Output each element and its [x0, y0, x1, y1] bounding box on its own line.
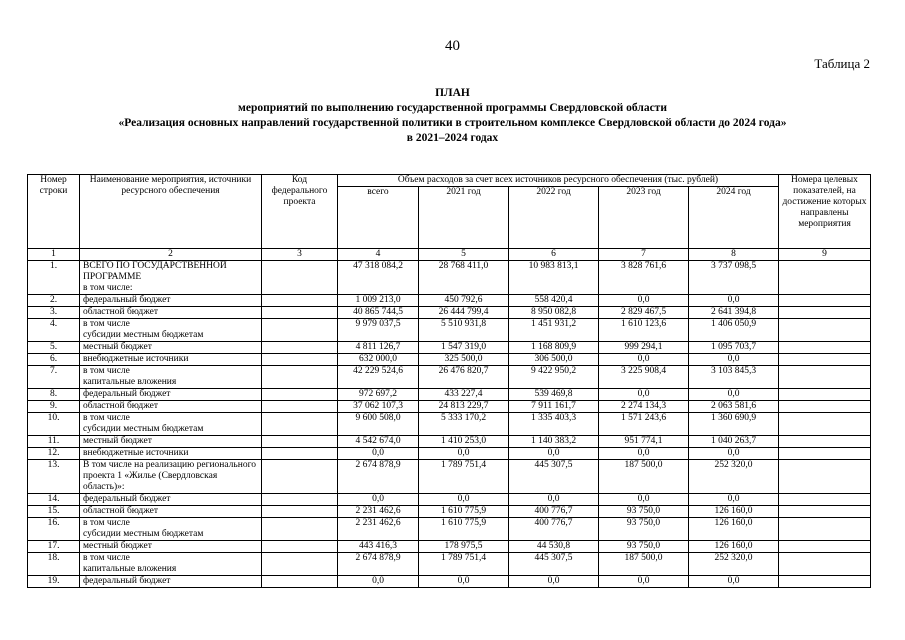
row-number-cell: 3.: [28, 307, 80, 319]
total-cell: 9 600 508,0: [338, 413, 419, 436]
value-2024-cell: 0,0: [689, 354, 779, 366]
federal-code-cell: [262, 295, 338, 307]
value-2023-cell: 0,0: [599, 295, 689, 307]
row-number-cell: 7.: [28, 366, 80, 389]
total-cell: 40 865 744,5: [338, 307, 419, 319]
table-row: [28, 541, 871, 553]
value-2023-cell: 1 571 243,6: [599, 413, 689, 436]
header-row-number: Номер строки: [28, 175, 80, 249]
total-cell: 443 416,3: [338, 541, 419, 553]
row-number-cell: 8.: [28, 389, 80, 401]
row-name-cell: федеральный бюджет: [80, 295, 262, 307]
row-number-cell: 1.: [28, 261, 80, 295]
value-2021-cell: 433 227,4: [419, 389, 509, 401]
header-total: всего: [338, 187, 419, 249]
targets-cell: [779, 576, 871, 588]
row-name-cell: местный бюджет: [80, 342, 262, 354]
targets-cell: [779, 366, 871, 389]
value-2022-cell: 1 168 809,9: [509, 342, 599, 354]
table-row: [28, 354, 871, 366]
value-2024-cell: 126 160,0: [689, 518, 779, 541]
value-2021-cell: 24 813 229,7: [419, 401, 509, 413]
header-2024: 2024 год: [689, 187, 779, 249]
federal-code-cell: [262, 541, 338, 553]
total-cell: 0,0: [338, 576, 419, 588]
value-2023-cell: 93 750,0: [599, 541, 689, 553]
value-2022-cell: 1 335 403,3: [509, 413, 599, 436]
federal-code-cell: [262, 494, 338, 506]
total-cell: 2 674 878,9: [338, 460, 419, 494]
column-index: 3: [262, 249, 338, 261]
targets-cell: [779, 436, 871, 448]
value-2021-cell: 5 333 170,2: [419, 413, 509, 436]
value-2021-cell: 28 768 411,0: [419, 261, 509, 295]
column-index: 5: [419, 249, 509, 261]
value-2023-cell: 187 500,0: [599, 553, 689, 576]
value-2023-cell: 0,0: [599, 448, 689, 460]
federal-code-cell: [262, 506, 338, 518]
value-2023-cell: 0,0: [599, 576, 689, 588]
value-2023-cell: 93 750,0: [599, 518, 689, 541]
row-name-cell: В том числе на реализацию регионального проекта 1 «Жилье (Свердловская область)»:: [80, 460, 262, 494]
value-2024-cell: 0,0: [689, 448, 779, 460]
value-2021-cell: 26 476 820,7: [419, 366, 509, 389]
row-name-cell: областной бюджет: [80, 307, 262, 319]
row-name-cell: внебюджетные источники: [80, 354, 262, 366]
row-number-cell: 16.: [28, 518, 80, 541]
row-name-cell: местный бюджет: [80, 436, 262, 448]
plan-table-body: [28, 261, 871, 588]
total-cell: 972 697,2: [338, 389, 419, 401]
row-number-cell: 11.: [28, 436, 80, 448]
value-2022-cell: 558 420,4: [509, 295, 599, 307]
table-row: [28, 366, 871, 389]
total-cell: 4 811 126,7: [338, 342, 419, 354]
row-name-cell: в том числе капитальные вложения: [80, 553, 262, 576]
value-2021-cell: 178 975,5: [419, 541, 509, 553]
header-federal-code: Код федерального проекта: [262, 175, 338, 249]
header-2023: 2023 год: [599, 187, 689, 249]
table-row: [28, 576, 871, 588]
federal-code-cell: [262, 436, 338, 448]
row-number-cell: 12.: [28, 448, 80, 460]
table-row: [28, 494, 871, 506]
total-cell: 1 009 213,0: [338, 295, 419, 307]
federal-code-cell: [262, 518, 338, 541]
targets-cell: [779, 389, 871, 401]
federal-code-cell: [262, 366, 338, 389]
column-index: 1: [28, 249, 80, 261]
value-2021-cell: 1 410 253,0: [419, 436, 509, 448]
total-cell: 47 318 084,2: [338, 261, 419, 295]
targets-cell: [779, 307, 871, 319]
federal-code-cell: [262, 576, 338, 588]
row-name-cell: в том числе субсидии местным бюджетам: [80, 319, 262, 342]
targets-cell: [779, 261, 871, 295]
row-number-cell: 18.: [28, 553, 80, 576]
row-name-cell: федеральный бюджет: [80, 494, 262, 506]
row-name-cell: внебюджетные источники: [80, 448, 262, 460]
value-2021-cell: 0,0: [419, 448, 509, 460]
value-2021-cell: 26 444 799,4: [419, 307, 509, 319]
title-line: «Реализация основных направлений государственной политики в строительном комплексе Свердловской области до 2024 года»: [118, 117, 787, 129]
value-2021-cell: 1 547 319,0: [419, 342, 509, 354]
targets-cell: [779, 506, 871, 518]
value-2024-cell: 252 320,0: [689, 553, 779, 576]
table-row: [28, 436, 871, 448]
column-index: 9: [779, 249, 871, 261]
value-2023-cell: 951 774,1: [599, 436, 689, 448]
row-number-cell: 2.: [28, 295, 80, 307]
value-2022-cell: 400 776,7: [509, 518, 599, 541]
value-2023-cell: 3 225 908,4: [599, 366, 689, 389]
value-2024-cell: 0,0: [689, 576, 779, 588]
value-2021-cell: 1 789 751,4: [419, 553, 509, 576]
table-label: Таблица 2: [814, 56, 870, 71]
value-2023-cell: 999 294,1: [599, 342, 689, 354]
value-2022-cell: 0,0: [509, 494, 599, 506]
total-cell: 2 231 462,6: [338, 506, 419, 518]
row-name-cell: федеральный бюджет: [80, 389, 262, 401]
targets-cell: [779, 295, 871, 307]
value-2022-cell: 400 776,7: [509, 506, 599, 518]
value-2024-cell: 1 360 690,9: [689, 413, 779, 436]
targets-cell: [779, 401, 871, 413]
value-2024-cell: 2 063 581,6: [689, 401, 779, 413]
value-2022-cell: 1 140 383,2: [509, 436, 599, 448]
row-number-cell: 5.: [28, 342, 80, 354]
total-cell: 9 979 037,5: [338, 319, 419, 342]
value-2023-cell: 0,0: [599, 389, 689, 401]
value-2023-cell: 187 500,0: [599, 460, 689, 494]
value-2022-cell: 0,0: [509, 576, 599, 588]
federal-code-cell: [262, 389, 338, 401]
value-2024-cell: 1 406 050,9: [689, 319, 779, 342]
row-number-cell: 17.: [28, 541, 80, 553]
table-row: [28, 307, 871, 319]
column-index: 8: [689, 249, 779, 261]
value-2023-cell: 1 610 123,6: [599, 319, 689, 342]
page-number: 40: [445, 38, 460, 54]
table-row: [28, 342, 871, 354]
table-row: [28, 261, 871, 295]
targets-cell: [779, 448, 871, 460]
total-cell: 0,0: [338, 448, 419, 460]
row-number-cell: 9.: [28, 401, 80, 413]
total-cell: 42 229 524,6: [338, 366, 419, 389]
table-row: [28, 460, 871, 494]
value-2021-cell: 325 500,0: [419, 354, 509, 366]
title-line: ПЛАН: [435, 87, 470, 99]
column-index: 4: [338, 249, 419, 261]
row-name-cell: областной бюджет: [80, 401, 262, 413]
targets-cell: [779, 460, 871, 494]
value-2022-cell: 445 307,5: [509, 460, 599, 494]
value-2021-cell: 1 789 751,4: [419, 460, 509, 494]
value-2022-cell: 44 530,8: [509, 541, 599, 553]
value-2021-cell: 450 792,6: [419, 295, 509, 307]
total-cell: 2 231 462,6: [338, 518, 419, 541]
row-name-cell: местный бюджет: [80, 541, 262, 553]
title-line: в 2021–2024 годах: [406, 132, 499, 144]
federal-code-cell: [262, 401, 338, 413]
value-2023-cell: 0,0: [599, 354, 689, 366]
federal-code-cell: [262, 319, 338, 342]
value-2022-cell: 1 451 931,2: [509, 319, 599, 342]
value-2022-cell: 9 422 950,2: [509, 366, 599, 389]
value-2024-cell: 1 040 263,7: [689, 436, 779, 448]
value-2022-cell: 8 950 082,8: [509, 307, 599, 319]
row-name-cell: в том числе субсидии местным бюджетам: [80, 518, 262, 541]
targets-cell: [779, 319, 871, 342]
row-number-cell: 4.: [28, 319, 80, 342]
value-2021-cell: 0,0: [419, 494, 509, 506]
total-cell: 2 674 878,9: [338, 553, 419, 576]
table-row: [28, 518, 871, 541]
total-cell: 37 062 107,3: [338, 401, 419, 413]
table-row: [28, 413, 871, 436]
row-name-cell: ВСЕГО ПО ГОСУДАРСТВЕННОЙ ПРОГРАММЕ в том числе:: [80, 261, 262, 295]
row-name-cell: федеральный бюджет: [80, 576, 262, 588]
targets-cell: [779, 553, 871, 576]
value-2023-cell: 2 829 467,5: [599, 307, 689, 319]
value-2024-cell: 0,0: [689, 295, 779, 307]
targets-cell: [779, 541, 871, 553]
column-index: 2: [80, 249, 262, 261]
total-cell: 4 542 674,0: [338, 436, 419, 448]
targets-cell: [779, 518, 871, 541]
value-2022-cell: 445 307,5: [509, 553, 599, 576]
table-row: [28, 319, 871, 342]
value-2024-cell: 126 160,0: [689, 506, 779, 518]
value-2024-cell: 0,0: [689, 494, 779, 506]
federal-code-cell: [262, 460, 338, 494]
row-name-cell: в том числе субсидии местным бюджетам: [80, 413, 262, 436]
value-2023-cell: 2 274 134,3: [599, 401, 689, 413]
table-row: [28, 506, 871, 518]
document-title: [0, 86, 905, 146]
value-2021-cell: 1 610 775,9: [419, 506, 509, 518]
value-2024-cell: 3 737 098,5: [689, 261, 779, 295]
value-2024-cell: 2 641 394,8: [689, 307, 779, 319]
row-number-cell: 6.: [28, 354, 80, 366]
federal-code-cell: [262, 553, 338, 576]
federal-code-cell: [262, 261, 338, 295]
value-2021-cell: 0,0: [419, 576, 509, 588]
total-cell: 0,0: [338, 494, 419, 506]
value-2024-cell: 0,0: [689, 389, 779, 401]
column-index-row: [28, 249, 871, 261]
row-name-cell: областной бюджет: [80, 506, 262, 518]
row-name-cell: в том числе капитальные вложения: [80, 366, 262, 389]
value-2022-cell: 539 469,8: [509, 389, 599, 401]
header-2021: 2021 год: [419, 187, 509, 249]
header-expenses: Объем расходов за счет всех источников ресурсного обеспечения (тыс. рублей): [338, 175, 779, 187]
value-2024-cell: 1 095 703,7: [689, 342, 779, 354]
table-row: [28, 448, 871, 460]
header-targets: Номера целевых показателей, на достижение которых направлены мероприятия: [779, 175, 871, 249]
table-row: [28, 389, 871, 401]
value-2024-cell: 252 320,0: [689, 460, 779, 494]
federal-code-cell: [262, 342, 338, 354]
value-2024-cell: 3 103 845,3: [689, 366, 779, 389]
total-cell: 632 000,0: [338, 354, 419, 366]
targets-cell: [779, 342, 871, 354]
row-number-cell: 19.: [28, 576, 80, 588]
federal-code-cell: [262, 448, 338, 460]
header-name: Наименование мероприятия, источники ресурсного обеспечения: [80, 175, 262, 249]
federal-code-cell: [262, 413, 338, 436]
table-row: [28, 553, 871, 576]
targets-cell: [779, 494, 871, 506]
title-line: мероприятий по выполнению государственной программы Свердловской области: [238, 102, 667, 114]
table-row: [28, 401, 871, 413]
value-2022-cell: 7 911 161,7: [509, 401, 599, 413]
federal-code-cell: [262, 354, 338, 366]
value-2023-cell: 3 828 761,6: [599, 261, 689, 295]
value-2023-cell: 0,0: [599, 494, 689, 506]
value-2024-cell: 126 160,0: [689, 541, 779, 553]
value-2022-cell: 0,0: [509, 448, 599, 460]
value-2021-cell: 5 510 931,8: [419, 319, 509, 342]
value-2023-cell: 93 750,0: [599, 506, 689, 518]
value-2021-cell: 1 610 775,9: [419, 518, 509, 541]
row-number-cell: 10.: [28, 413, 80, 436]
federal-code-cell: [262, 307, 338, 319]
column-index: 7: [599, 249, 689, 261]
value-2022-cell: 10 983 813,1: [509, 261, 599, 295]
row-number-cell: 15.: [28, 506, 80, 518]
table-row: [28, 295, 871, 307]
plan-table: [27, 174, 871, 588]
row-number-cell: 14.: [28, 494, 80, 506]
targets-cell: [779, 354, 871, 366]
value-2022-cell: 306 500,0: [509, 354, 599, 366]
row-number-cell: 13.: [28, 460, 80, 494]
targets-cell: [779, 413, 871, 436]
column-index: 6: [509, 249, 599, 261]
header-2022: 2022 год: [509, 187, 599, 249]
